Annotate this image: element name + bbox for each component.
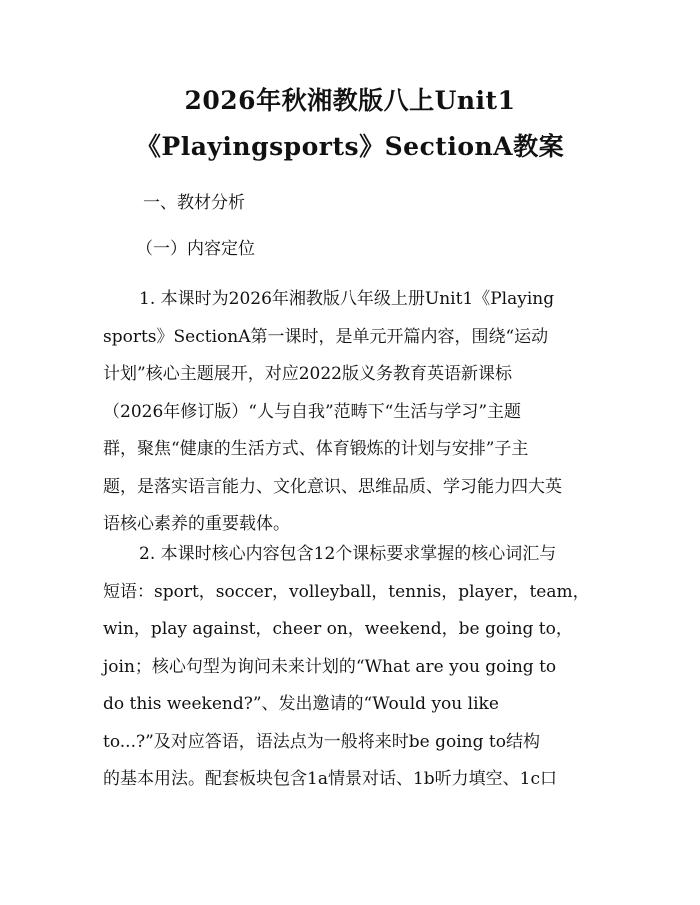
paragraph-line: 语核心素养的重要载体。 — [103, 514, 290, 534]
paragraph-line: （2026年修订版）“人与自我”范畴下“生活与学习”主题 — [103, 401, 522, 422]
paragraph-line: 题，是落实语言能力、文化意识、思维品质、学习能力四大英 — [103, 476, 562, 497]
paragraph-line: 1. 本课时为2026年湘教版八年级上册Unit1《Playing — [139, 289, 555, 309]
paragraph-line: 计划”核心主题展开，对应2022版义务教育英语新课标 — [103, 364, 512, 384]
subsection-heading: （一）内容定位 — [136, 239, 255, 259]
paragraph-line: 的基本用法。配套板块包含1a情景对话、1b听力填空、1c口 — [103, 769, 557, 789]
paragraph-line: to...?”及对应答语，语法点为一般将来时be going to结构 — [103, 731, 540, 752]
paragraph-line: 群，聚焦“健康的生活方式、体育锻炼的计划与安排”子主 — [103, 439, 529, 459]
paragraph-line: do this weekend?”、发出邀请的“Would you like — [103, 694, 499, 714]
document-title-line-1: 2026年秋湘教版八上Unit1 — [184, 86, 516, 115]
paragraph-line: win，play against，cheer on，weekend，be going to， — [103, 619, 573, 639]
paragraph-line: sports》SectionA第一课时，是单元开篇内容，围绕“运动 — [103, 326, 549, 347]
section-heading: 一、教材分析 — [143, 193, 245, 213]
paragraph-core-content — [103, 536, 597, 799]
paragraph-line: 短语：sport，soccer，volleyball，tennis，player，team， — [103, 581, 590, 602]
document-title-line-2: 《Playingsports》SectionA教案 — [135, 132, 565, 161]
paragraph-line: join；核心句型为询问未来计划的“What are you going to — [103, 656, 557, 677]
paragraph-content-positioning — [103, 281, 597, 544]
paragraph-line: 2. 本课时核心内容包含12个课标要求掌握的核心词汇与 — [139, 544, 557, 564]
